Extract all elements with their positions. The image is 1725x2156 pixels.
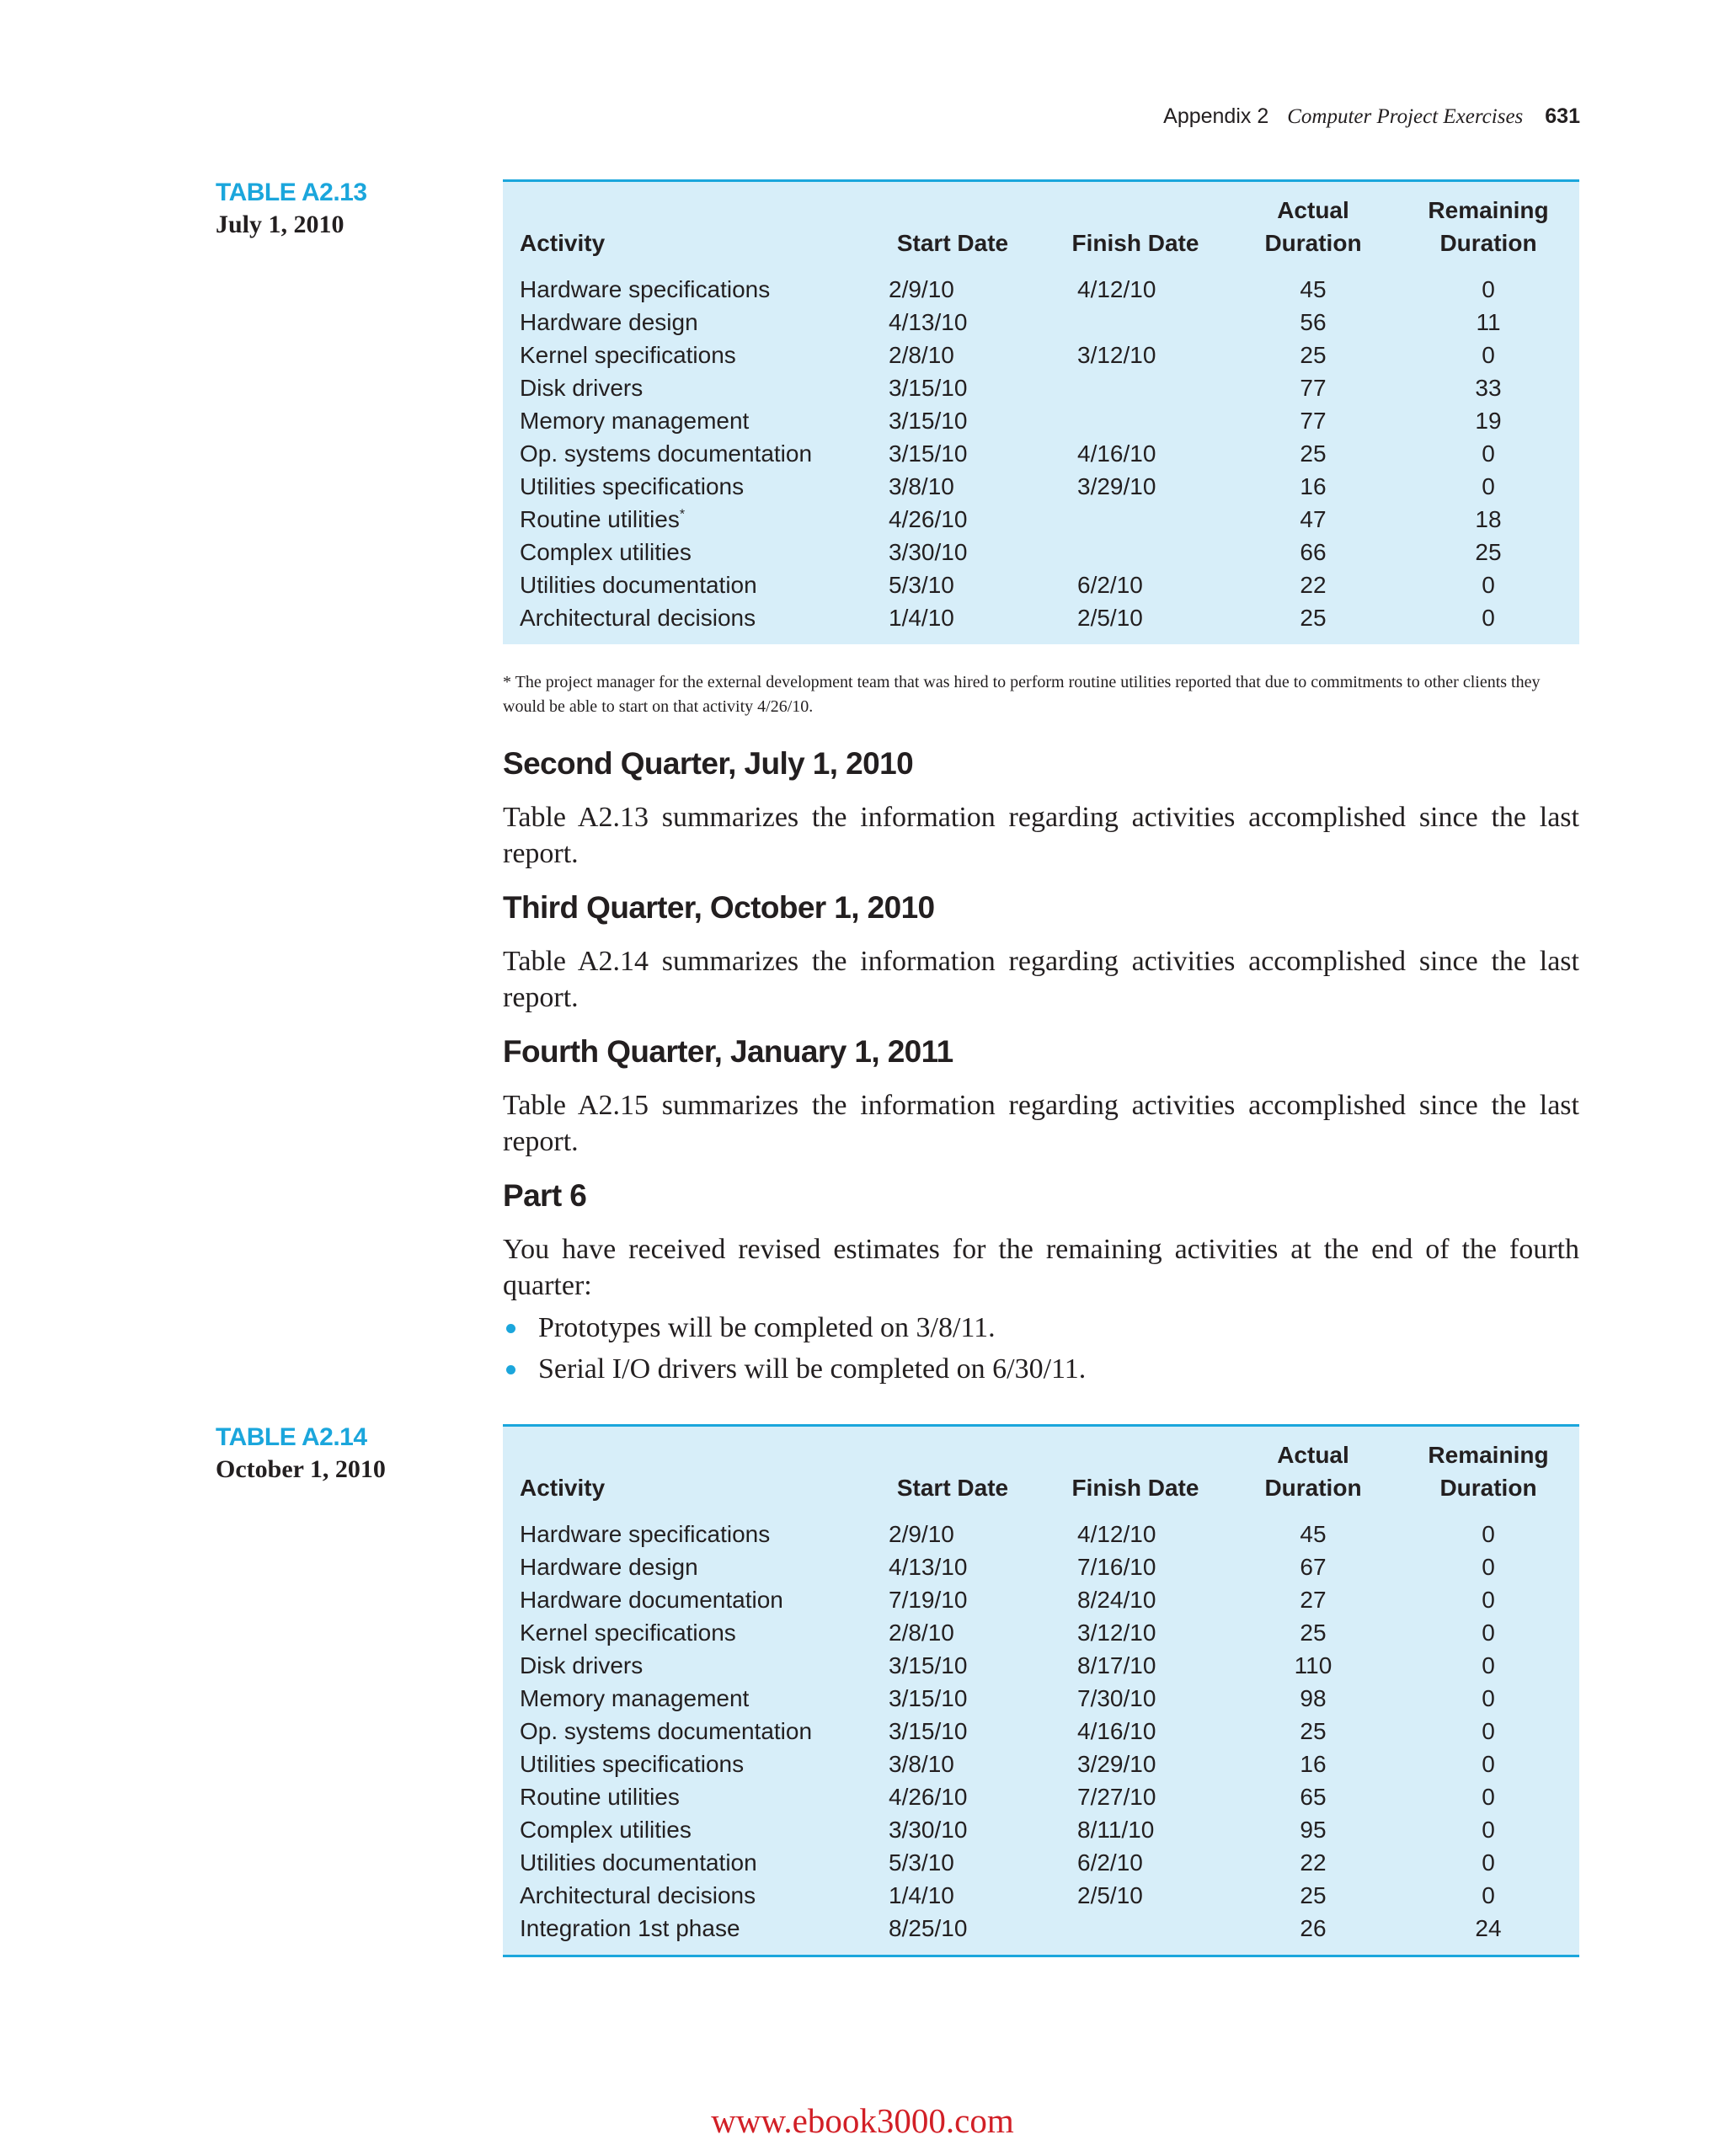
cell-finish-date: 4/12/10 — [1077, 1521, 1156, 1547]
col-header-actual-duration: Duration — [1264, 230, 1362, 256]
cell-remaining-duration: 25 — [1475, 539, 1502, 565]
cell-remaining-duration: 0 — [1482, 1587, 1495, 1613]
cell-actual-duration: 95 — [1300, 1817, 1327, 1843]
cell-actual-duration: 25 — [1300, 440, 1327, 467]
cell-activity: Memory management — [520, 408, 750, 434]
cell-start-date: 3/15/10 — [889, 375, 968, 401]
cell-start-date: 4/13/10 — [889, 309, 968, 335]
table-row — [503, 601, 1579, 644]
cell-actual-duration: 22 — [1300, 572, 1327, 598]
cell-remaining-duration: 18 — [1475, 506, 1502, 532]
cell-remaining-duration: 0 — [1482, 440, 1495, 467]
table-row — [503, 536, 1579, 568]
table2-label: TABLE A2.14 — [216, 1423, 367, 1451]
table2 — [503, 1424, 1579, 1957]
table1-label: TABLE A2.13 — [216, 179, 367, 206]
table-row — [503, 1616, 1579, 1649]
cell-finish-date: 3/29/10 — [1077, 473, 1156, 499]
cell-finish-date: 4/16/10 — [1077, 1718, 1156, 1744]
table-row — [503, 1846, 1579, 1879]
cell-actual-duration: 27 — [1300, 1587, 1327, 1613]
col-header-actual: Actual — [1277, 1442, 1349, 1468]
cell-start-date: 4/26/10 — [889, 506, 968, 532]
section-heading: Third Quarter, October 1, 2010 — [503, 890, 935, 925]
cell-finish-date: 7/30/10 — [1077, 1685, 1156, 1711]
cell-start-date: 3/15/10 — [889, 440, 968, 467]
cell-activity: Hardware design — [520, 1554, 698, 1580]
table1-body — [503, 273, 1579, 644]
cell-actual-duration: 47 — [1300, 506, 1327, 532]
cell-actual-duration: 98 — [1300, 1685, 1327, 1711]
cell-activity: Hardware documentation — [520, 1587, 783, 1613]
table-row — [503, 1682, 1579, 1715]
cell-actual-duration: 16 — [1300, 473, 1327, 499]
cell-finish-date — [1042, 536, 1229, 568]
cell-activity: Kernel specifications — [520, 342, 736, 368]
cell-remaining-duration: 0 — [1482, 1718, 1495, 1744]
table-row — [503, 1715, 1579, 1748]
table1 — [503, 179, 1579, 644]
col-header-remaining: Remaining — [1428, 197, 1549, 223]
cell-start-date: 5/3/10 — [889, 1849, 954, 1876]
cell-remaining-duration: 0 — [1482, 473, 1495, 499]
cell-actual-duration: 45 — [1300, 1521, 1327, 1547]
table-row — [503, 1748, 1579, 1780]
cell-activity: Utilities documentation — [520, 1849, 757, 1876]
cell-remaining-duration: 0 — [1482, 1652, 1495, 1678]
bullet-dot-icon — [506, 1324, 515, 1333]
cell-actual-duration: 25 — [1300, 1620, 1327, 1646]
cell-remaining-duration: 0 — [1482, 1620, 1495, 1646]
cell-remaining-duration: 11 — [1476, 309, 1501, 335]
table-row — [503, 404, 1579, 437]
table-row — [503, 306, 1579, 339]
bullet-item — [503, 1348, 1579, 1390]
cell-activity: Architectural decisions — [520, 1882, 756, 1908]
col-header-actual: Actual — [1277, 197, 1349, 223]
running-head — [1163, 104, 1580, 129]
table-row — [503, 1583, 1579, 1616]
cell-actual-duration: 25 — [1300, 342, 1327, 368]
cell-activity: Utilities specifications — [520, 473, 745, 499]
cell-start-date: 3/15/10 — [889, 1652, 968, 1678]
cell-actual-duration: 67 — [1300, 1554, 1327, 1580]
table-row — [503, 1780, 1579, 1813]
cell-actual-duration: 22 — [1300, 1849, 1327, 1876]
cell-start-date: 3/15/10 — [889, 1718, 968, 1744]
col-header-finish-date: Finish Date — [1071, 1475, 1199, 1501]
cell-finish-date: 2/5/10 — [1077, 1882, 1143, 1908]
cell-finish-date — [1042, 371, 1229, 404]
table2-body — [503, 1518, 1579, 1955]
cell-start-date: 3/8/10 — [889, 473, 954, 499]
col-header-actual-duration: Duration — [1264, 1475, 1362, 1501]
table-row — [503, 371, 1579, 404]
cell-start-date: 3/30/10 — [889, 539, 968, 565]
section-paragraph: Table A2.14 summarizes the information regarding activities accomplished since the last report. — [503, 946, 1579, 1013]
cell-remaining-duration: 0 — [1482, 572, 1495, 598]
cell-start-date: 3/8/10 — [889, 1751, 954, 1777]
table2-caption — [216, 1423, 386, 1484]
table1-date: July 1, 2010 — [216, 211, 344, 238]
cell-finish-date: 7/27/10 — [1077, 1784, 1156, 1810]
table1-caption — [216, 179, 367, 239]
cell-remaining-duration: 0 — [1482, 276, 1495, 302]
table-row — [503, 1813, 1579, 1846]
table-row — [503, 1649, 1579, 1682]
cell-actual-duration: 65 — [1300, 1784, 1327, 1810]
bullet-item — [503, 1307, 1579, 1348]
cell-start-date: 3/15/10 — [889, 1685, 968, 1711]
section-paragraph: Table A2.13 summarizes the information regarding activities accomplished since the last report. — [503, 802, 1579, 869]
section-heading: Second Quarter, July 1, 2010 — [503, 746, 914, 781]
cell-finish-date: 3/29/10 — [1077, 1751, 1156, 1777]
cell-remaining-duration: 0 — [1482, 605, 1495, 631]
watermark-url: www.ebook3000.com — [711, 2101, 1014, 2140]
cell-remaining-duration: 19 — [1475, 408, 1502, 434]
cell-remaining-duration: 0 — [1482, 1554, 1495, 1580]
cell-actual-duration: 25 — [1300, 1882, 1327, 1908]
cell-start-date: 3/30/10 — [889, 1817, 968, 1843]
cell-start-date: 1/4/10 — [889, 605, 954, 631]
cell-start-date: 2/9/10 — [889, 1521, 954, 1547]
cell-activity: Complex utilities — [520, 1817, 692, 1843]
cell-start-date: 2/8/10 — [889, 342, 954, 368]
cell-start-date: 3/15/10 — [889, 408, 968, 434]
cell-remaining-duration: 0 — [1482, 1784, 1495, 1810]
col-header-remaining-duration: Duration — [1439, 230, 1537, 256]
bullet-text: Serial I/O drivers will be completed on 6/30/11. — [538, 1353, 1087, 1385]
col-header-remaining-duration: Duration — [1439, 1475, 1537, 1501]
table1-footnote: * The project manager for the external development team that was hired to perform routine utilities reported that due to commitments to other clients they would be able to start on that activity 4/26/10. — [503, 673, 1541, 716]
col-header-activity: Activity — [520, 1475, 606, 1501]
table-row — [503, 1879, 1579, 1912]
cell-activity: Routine utilities* — [520, 506, 686, 532]
cell-start-date: 4/26/10 — [889, 1784, 968, 1810]
bullet-text: Prototypes will be completed on 3/8/11. — [538, 1312, 996, 1343]
bullet-dot-icon — [506, 1365, 515, 1374]
cell-finish-date: 3/12/10 — [1077, 1620, 1156, 1646]
col-header-start-date: Start Date — [896, 230, 1009, 256]
table-row — [503, 470, 1579, 503]
cell-finish-date: 4/16/10 — [1077, 440, 1156, 467]
table-row — [503, 437, 1579, 470]
cell-start-date: 2/9/10 — [889, 276, 954, 302]
cell-actual-duration: 77 — [1300, 375, 1327, 401]
cell-remaining-duration: 33 — [1475, 375, 1502, 401]
cell-actual-duration: 56 — [1300, 309, 1327, 335]
cell-finish-date: 4/12/10 — [1077, 276, 1156, 302]
cell-remaining-duration: 0 — [1482, 342, 1495, 368]
cell-activity: Complex utilities — [520, 539, 692, 565]
cell-finish-date: 2/5/10 — [1077, 605, 1143, 631]
table-row — [503, 273, 1579, 306]
cell-actual-duration: 26 — [1300, 1915, 1327, 1941]
cell-remaining-duration: 0 — [1482, 1685, 1495, 1711]
cell-start-date: 5/3/10 — [889, 572, 954, 598]
table-row — [503, 568, 1579, 601]
section-paragraph: You have received revised estimates for the remaining activities at the end of the fourth quarter: — [503, 1234, 1579, 1301]
cell-finish-date: 8/17/10 — [1077, 1652, 1156, 1678]
section-paragraph: Table A2.15 summarizes the information regarding activities accomplished since the last report. — [503, 1090, 1579, 1157]
col-header-activity: Activity — [520, 230, 606, 256]
cell-remaining-duration: 0 — [1482, 1882, 1495, 1908]
cell-finish-date: 3/12/10 — [1077, 342, 1156, 368]
cell-activity: Kernel specifications — [520, 1620, 736, 1646]
cell-finish-date — [1042, 1912, 1229, 1955]
cell-activity: Op. systems documentation — [520, 1718, 813, 1744]
cell-remaining-duration: 0 — [1482, 1751, 1495, 1777]
cell-remaining-duration: 24 — [1475, 1915, 1502, 1941]
table-row — [503, 503, 1579, 536]
cell-remaining-duration: 0 — [1482, 1521, 1495, 1547]
cell-actual-duration: 25 — [1300, 1718, 1327, 1744]
running-head-section: Appendix 2 — [1163, 104, 1269, 128]
section-heading: Part 6 — [503, 1178, 587, 1213]
cell-activity: Memory management — [520, 1685, 750, 1711]
cell-finish-date: 7/16/10 — [1077, 1554, 1156, 1580]
cell-activity: Utilities documentation — [520, 572, 757, 598]
cell-start-date: 8/25/10 — [889, 1915, 968, 1941]
cell-start-date: 7/19/10 — [889, 1587, 968, 1613]
cell-actual-duration: 25 — [1300, 605, 1327, 631]
footnote-marker: * — [679, 507, 686, 522]
cell-finish-date: 6/2/10 — [1077, 572, 1143, 598]
running-head-title: Computer Project Exercises — [1287, 105, 1524, 128]
cell-activity: Hardware specifications — [520, 1521, 771, 1547]
cell-finish-date: 8/11/10 — [1077, 1817, 1155, 1843]
bullet-list — [503, 1307, 1579, 1390]
cell-activity: Hardware specifications — [520, 276, 771, 302]
cell-start-date: 2/8/10 — [889, 1620, 954, 1646]
table-row — [503, 1912, 1579, 1955]
cell-activity: Op. systems documentation — [520, 440, 813, 467]
cell-actual-duration: 66 — [1300, 539, 1327, 565]
cell-activity: Utilities specifications — [520, 1751, 745, 1777]
cell-actual-duration: 77 — [1300, 408, 1327, 434]
table-row — [503, 339, 1579, 371]
cell-finish-date — [1042, 503, 1229, 536]
page-number: 631 — [1545, 104, 1580, 128]
table-row — [503, 1518, 1579, 1550]
cell-activity: Routine utilities — [520, 1784, 680, 1810]
col-header-remaining: Remaining — [1428, 1442, 1549, 1468]
cell-start-date: 1/4/10 — [889, 1882, 954, 1908]
cell-finish-date: 6/2/10 — [1077, 1849, 1143, 1876]
cell-activity: Integration 1st phase — [520, 1915, 740, 1941]
cell-activity: Disk drivers — [520, 1652, 644, 1678]
cell-start-date: 4/13/10 — [889, 1554, 968, 1580]
cell-finish-date — [1042, 306, 1229, 339]
cell-activity: Hardware design — [520, 309, 698, 335]
cell-actual-duration: 16 — [1300, 1751, 1327, 1777]
section-heading: Fourth Quarter, January 1, 2011 — [503, 1034, 953, 1069]
cell-actual-duration: 45 — [1300, 276, 1327, 302]
cell-remaining-duration: 0 — [1482, 1849, 1495, 1876]
col-header-finish-date: Finish Date — [1071, 230, 1199, 256]
cell-activity: Architectural decisions — [520, 605, 756, 631]
cell-finish-date — [1042, 404, 1229, 437]
table-row — [503, 1550, 1579, 1583]
cell-activity: Disk drivers — [520, 375, 644, 401]
table2-date: October 1, 2010 — [216, 1455, 386, 1483]
cell-finish-date: 8/24/10 — [1077, 1587, 1156, 1613]
cell-remaining-duration: 0 — [1482, 1817, 1495, 1843]
col-header-start-date: Start Date — [896, 1475, 1009, 1501]
cell-actual-duration: 110 — [1294, 1652, 1332, 1678]
